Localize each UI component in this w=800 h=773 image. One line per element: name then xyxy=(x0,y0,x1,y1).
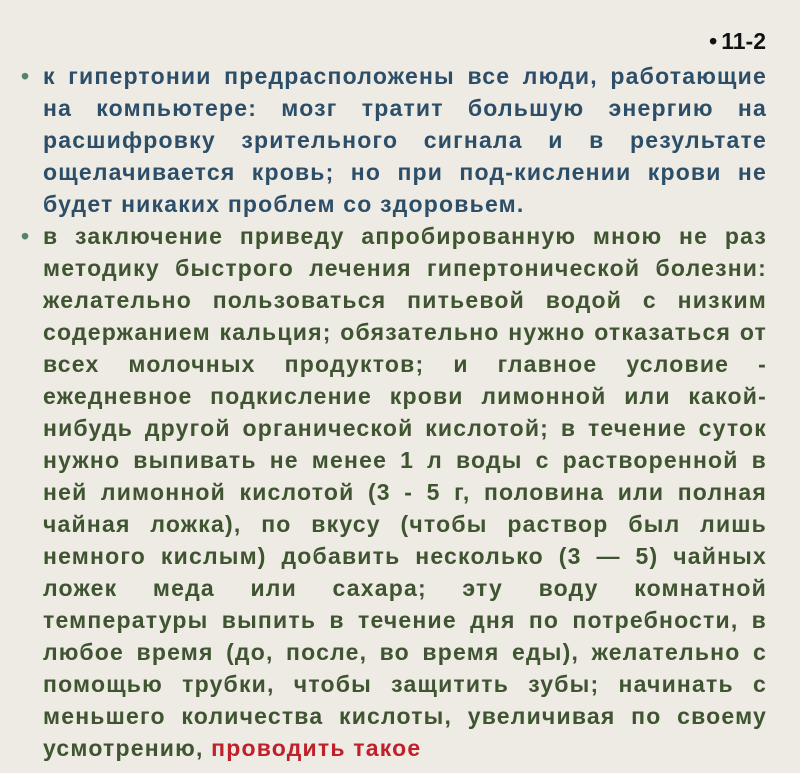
bullet-item-treatment-method xyxy=(20,220,767,764)
bullet-marker: • xyxy=(21,223,31,249)
slide-number xyxy=(709,28,766,55)
bullet-emphasis-text: проводить такое xyxy=(211,735,422,761)
slide-number-bullet: • xyxy=(709,28,718,54)
bullet-text: к гипертонии предрасположены все люди, работающие на компьютере: мозг тратит большую энергию на расшифровку зрительного сигнала и в результате ощелачивается кровь; но при под-кислении крови не будет никаких проблем со здоровьем. xyxy=(43,63,767,217)
bullet-list xyxy=(20,60,767,764)
slide-number-text: 11-2 xyxy=(721,28,766,54)
bullet-item-hypertension-risk xyxy=(20,60,767,220)
bullet-marker: • xyxy=(21,63,31,89)
bullet-text: в заключение приведу апробированную мною не раз методику быстрого лечения гипертонической болезни: желательно пользоваться питьевой водой с низким содержанием кальция; обязательно нужно отказаться от всех молочных продуктов; и главное условие - ежедневное подкисление крови лимонной или какой-нибудь другой органической кислотой; в течение суток нужно выпивать не менее 1 л воды с растворенной в ней лимонной кислотой (3 - 5 г, половина или полная чайная ложка), по вкусу (чтобы раствор был лишь немного кислым) добавить несколько (3 — 5) чайных ложек меда или сахара; эту воду комнатной температуры выпить в течение дня по потребности, в любое время (до, после, во время еды), желательно с помощью трубки, чтобы защитить зубы; начинать с меньшего количества кислоты, увеличивая по своему усмотрению, xyxy=(43,223,767,761)
